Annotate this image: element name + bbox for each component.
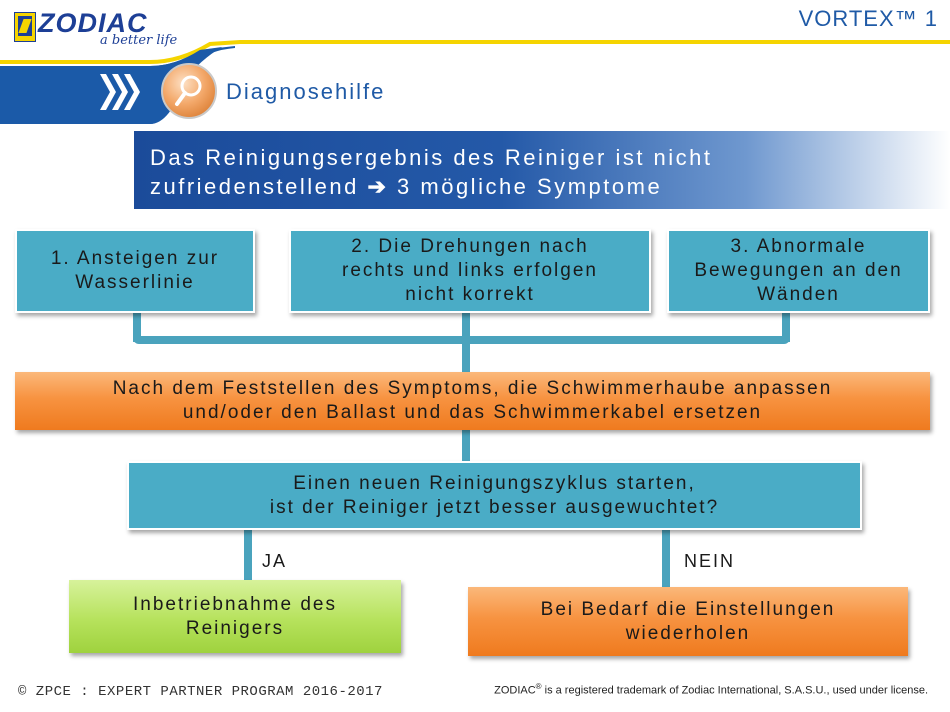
footer-trademark-text: is a registered trademark of Zodiac International, S.A.S.U., used under license.: [541, 684, 928, 697]
logo-tagline: a better life: [100, 33, 178, 48]
action-line-1: Nach dem Feststellen des Symptoms, die Schwimmerhaube anpassen: [112, 378, 833, 400]
yes-label: JA: [262, 551, 288, 571]
footer-brand: ZODIAC: [494, 684, 536, 697]
symptom-3-line-2: Bewegungen an den: [694, 260, 903, 282]
no-result-line-2: wiederholen: [625, 622, 751, 644]
connector: [662, 530, 670, 587]
connector: [462, 340, 470, 372]
product-title: VORTEX™ 1: [798, 6, 938, 31]
symptom-3-line-1: 3. Abnormale: [730, 236, 867, 258]
symptom-1-line-1: 1. Ansteigen zur: [50, 248, 220, 270]
symptom-2-line-1: 2. Die Drehungen nach: [351, 236, 589, 258]
footer-registered-mark: ®: [535, 682, 542, 691]
banner-line-1: Das Reinigungsergebnis des Reiniger ist nicht: [150, 145, 713, 170]
symptom-box-2: [289, 229, 651, 313]
footer-trademark: [494, 682, 928, 697]
symptom-box-3: [667, 229, 930, 313]
symptom-2-line-3: nicht korrekt: [405, 283, 535, 305]
symptom-2-line-2: rechts und links erfolgen: [342, 260, 598, 282]
no-result-line-1: Bei Bedarf die Einstellungen: [540, 598, 836, 620]
problem-banner: [134, 131, 950, 209]
section-title: Diagnosehilfe: [226, 79, 386, 104]
action-box: [15, 372, 930, 430]
chevron-arrows-icon: [98, 72, 142, 112]
logo-text: ZODIAC: [38, 8, 148, 38]
arrow-right-icon: ➔: [367, 173, 389, 199]
banner-line-2-start: zufriedenstellend: [150, 173, 359, 199]
footer-copyright: © ZPCE : EXPERT PARTNER PROGRAM 2016-2017: [18, 684, 383, 700]
yes-result-box: [69, 580, 401, 653]
symptom-1-line-2: Wasserlinie: [75, 272, 195, 293]
no-label: NEIN: [684, 551, 736, 571]
zodiac-z-logo-icon: [14, 12, 36, 42]
yes-result-line-1: Inbetriebnahme des: [133, 593, 337, 615]
symptom-3-line-3: Wänden: [757, 283, 840, 305]
symptom-box-1: [15, 229, 255, 313]
yes-result-line-2: Reinigers: [185, 617, 285, 639]
connector: [462, 430, 470, 462]
question-line-1: Einen neuen Reinigungszyklus starten,: [293, 472, 696, 494]
question-box: [127, 461, 862, 530]
no-result-box: [468, 587, 908, 656]
action-line-2: und/oder den Ballast und das Schwimmerkabel ersetzen: [182, 402, 763, 423]
connector: [244, 530, 252, 580]
question-line-2: ist der Reiniger jetzt besser ausgewuchtet?: [269, 496, 720, 518]
magnifier-icon: [160, 62, 218, 120]
banner-line-2: [150, 173, 950, 202]
banner-line-2-end: 3 mögliche Symptome: [397, 173, 663, 199]
